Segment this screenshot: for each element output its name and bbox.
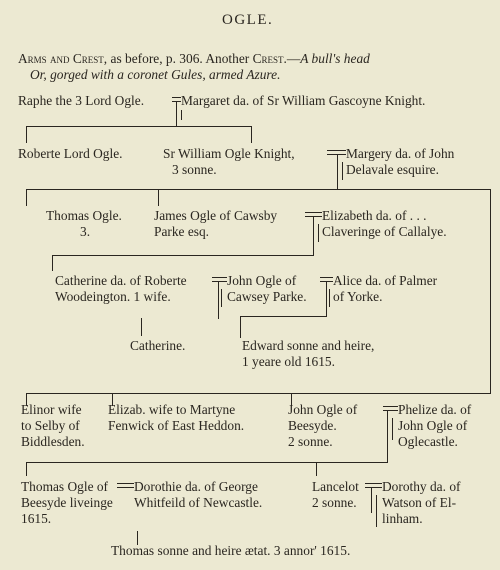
marriage-line: [383, 406, 398, 407]
lancelot-1: Lancelot: [312, 479, 359, 494]
dorothy-watson-1: Dorothy da. of: [382, 479, 461, 494]
descent-line: [141, 318, 142, 336]
crest-label: Crest.: [252, 51, 287, 66]
descent-line: [371, 487, 372, 513]
margery-delavale-1: Margery da. of John: [346, 146, 455, 161]
marriage-line: [117, 483, 134, 484]
phelize-ogle-1: Phelize da. of: [398, 402, 472, 417]
elinor-selby-2: to Selby of: [21, 418, 80, 433]
descent-line: [376, 495, 377, 527]
page-title: OGLE.: [222, 12, 274, 28]
marriage-line: [305, 212, 322, 213]
descent-line: [218, 281, 219, 319]
thomas-ogle-3-rank: 3.: [80, 224, 91, 239]
descent-line: [52, 255, 53, 271]
marriage-line: [327, 150, 346, 151]
descent-line: [316, 462, 317, 476]
catherine-daughter: Catherine.: [130, 338, 186, 353]
sibling-bar: [26, 126, 252, 127]
thomas-ogle-beesyde-2: Beesyde liveinge: [21, 495, 113, 510]
james-ogle-cawsby: James Ogle of Cawsby: [154, 208, 278, 223]
edward-heir-1: Edward sonne and heire,: [242, 338, 375, 353]
thomas-ogle-3: Thomas Ogle.: [46, 208, 122, 223]
descent-line: [26, 462, 27, 476]
crest-description-1: A bull's head: [300, 51, 370, 66]
descent-line: [181, 110, 182, 120]
alice-palmer-2: of Yorke.: [333, 289, 383, 304]
descent-line: [221, 289, 222, 307]
thomas-ogle-beesyde-1: Thomas Ogle of: [21, 479, 109, 494]
john-ogle-beesyde-1: John Ogle of: [288, 402, 358, 417]
crest-description-2: Or, gorged with a coronet Gules, armed Azure.: [30, 67, 281, 82]
phelize-ogle-3: Oglecastle.: [398, 434, 458, 449]
roberte-lord-ogle: Roberte Lord Ogle.: [18, 146, 123, 161]
descent-line: [490, 189, 491, 394]
sibling-bar: [26, 462, 388, 463]
descent-line: [392, 418, 393, 440]
sibling-bar: [52, 255, 313, 256]
marriage-line: [212, 277, 227, 278]
marriage-line: [117, 487, 134, 488]
james-ogle-cawsby-2: Parke esq.: [154, 224, 210, 239]
john-ogle-beesyde-3: 2 sonne.: [288, 434, 333, 449]
dorothie-whitfeild-1: Dorothie da. of George: [134, 479, 258, 494]
marriage-line: [365, 487, 382, 488]
sibling-bar: [26, 393, 491, 394]
arms-dash: —: [286, 51, 301, 66]
marriage-line: [320, 277, 333, 278]
descent-line: [158, 189, 159, 206]
elinor-selby-1: Elinor wife: [21, 402, 82, 417]
john-ogle-beesyde-2: Beesyde.: [288, 418, 337, 433]
marriage-line: [365, 483, 382, 484]
descent-line: [313, 216, 314, 256]
alice-palmer-1: Alice da. of Palmer: [333, 273, 438, 288]
john-ogle-cawsey-1: John Ogle of: [227, 273, 297, 288]
william-ogle-son: 3 sonne.: [172, 162, 217, 177]
elinor-selby-3: Biddlesden.: [21, 434, 85, 449]
elizab-fenwick-2: Fenwick of East Heddon.: [108, 418, 245, 433]
descent-line: [240, 316, 241, 338]
raphe-lord-ogle: Raphe the 3 Lord Ogle.: [18, 93, 145, 108]
child-bar: [240, 316, 327, 317]
arms-label: Arms and Crest,: [18, 51, 108, 66]
descent-line: [318, 224, 319, 242]
descent-line: [26, 126, 27, 143]
margery-delavale-2: Delavale esquire.: [346, 162, 439, 177]
marriage-line: [383, 410, 398, 411]
descent-line: [329, 289, 330, 307]
arms-line-1: [18, 51, 370, 67]
sibling-bar: [26, 189, 491, 190]
marriage-line: [212, 281, 227, 282]
elizab-fenwick-1: Elizab. wife to Martyne: [108, 402, 236, 417]
arms-text: as before, p. 306. Another: [107, 51, 253, 66]
catherine-woodeington-2: Woodeington. 1 wife.: [55, 289, 171, 304]
lancelot-2: 2 sonne.: [312, 495, 357, 510]
elizabeth-claveringe-1: Elizabeth da. of . . .: [322, 208, 427, 223]
john-ogle-cawsey-2: Cawsey Parke.: [227, 289, 307, 304]
elizabeth-claveringe-2: Claveringe of Callalye.: [322, 224, 447, 239]
marriage-line: [172, 97, 181, 98]
descent-line: [342, 162, 343, 180]
edward-heir-2: 1 yeare old 1615.: [242, 354, 335, 369]
dorothy-watson-2: Watson of El-: [382, 495, 457, 510]
dorothie-whitfeild-2: Whitfeild of Newcastle.: [134, 495, 263, 510]
descent-line: [251, 126, 252, 143]
thomas-ogle-beesyde-3: 1615.: [21, 511, 52, 526]
william-ogle-knight: Sr William Ogle Knight,: [163, 146, 295, 161]
catherine-woodeington-1: Catherine da. of Roberte: [55, 273, 187, 288]
descent-line: [387, 410, 388, 463]
descent-line: [337, 154, 338, 190]
descent-line: [26, 189, 27, 206]
descent-line: [326, 281, 327, 317]
thomas-heir: Thomas sonne and heire ætat. 3 annor' 1615.: [111, 543, 351, 558]
descent-line: [176, 101, 177, 127]
dorothy-watson-3: linham.: [382, 511, 423, 526]
margaret-gascoyne: Margaret da. of Sr William Gascoyne Knight.: [181, 93, 426, 108]
phelize-ogle-2: John Ogle of: [398, 418, 468, 433]
